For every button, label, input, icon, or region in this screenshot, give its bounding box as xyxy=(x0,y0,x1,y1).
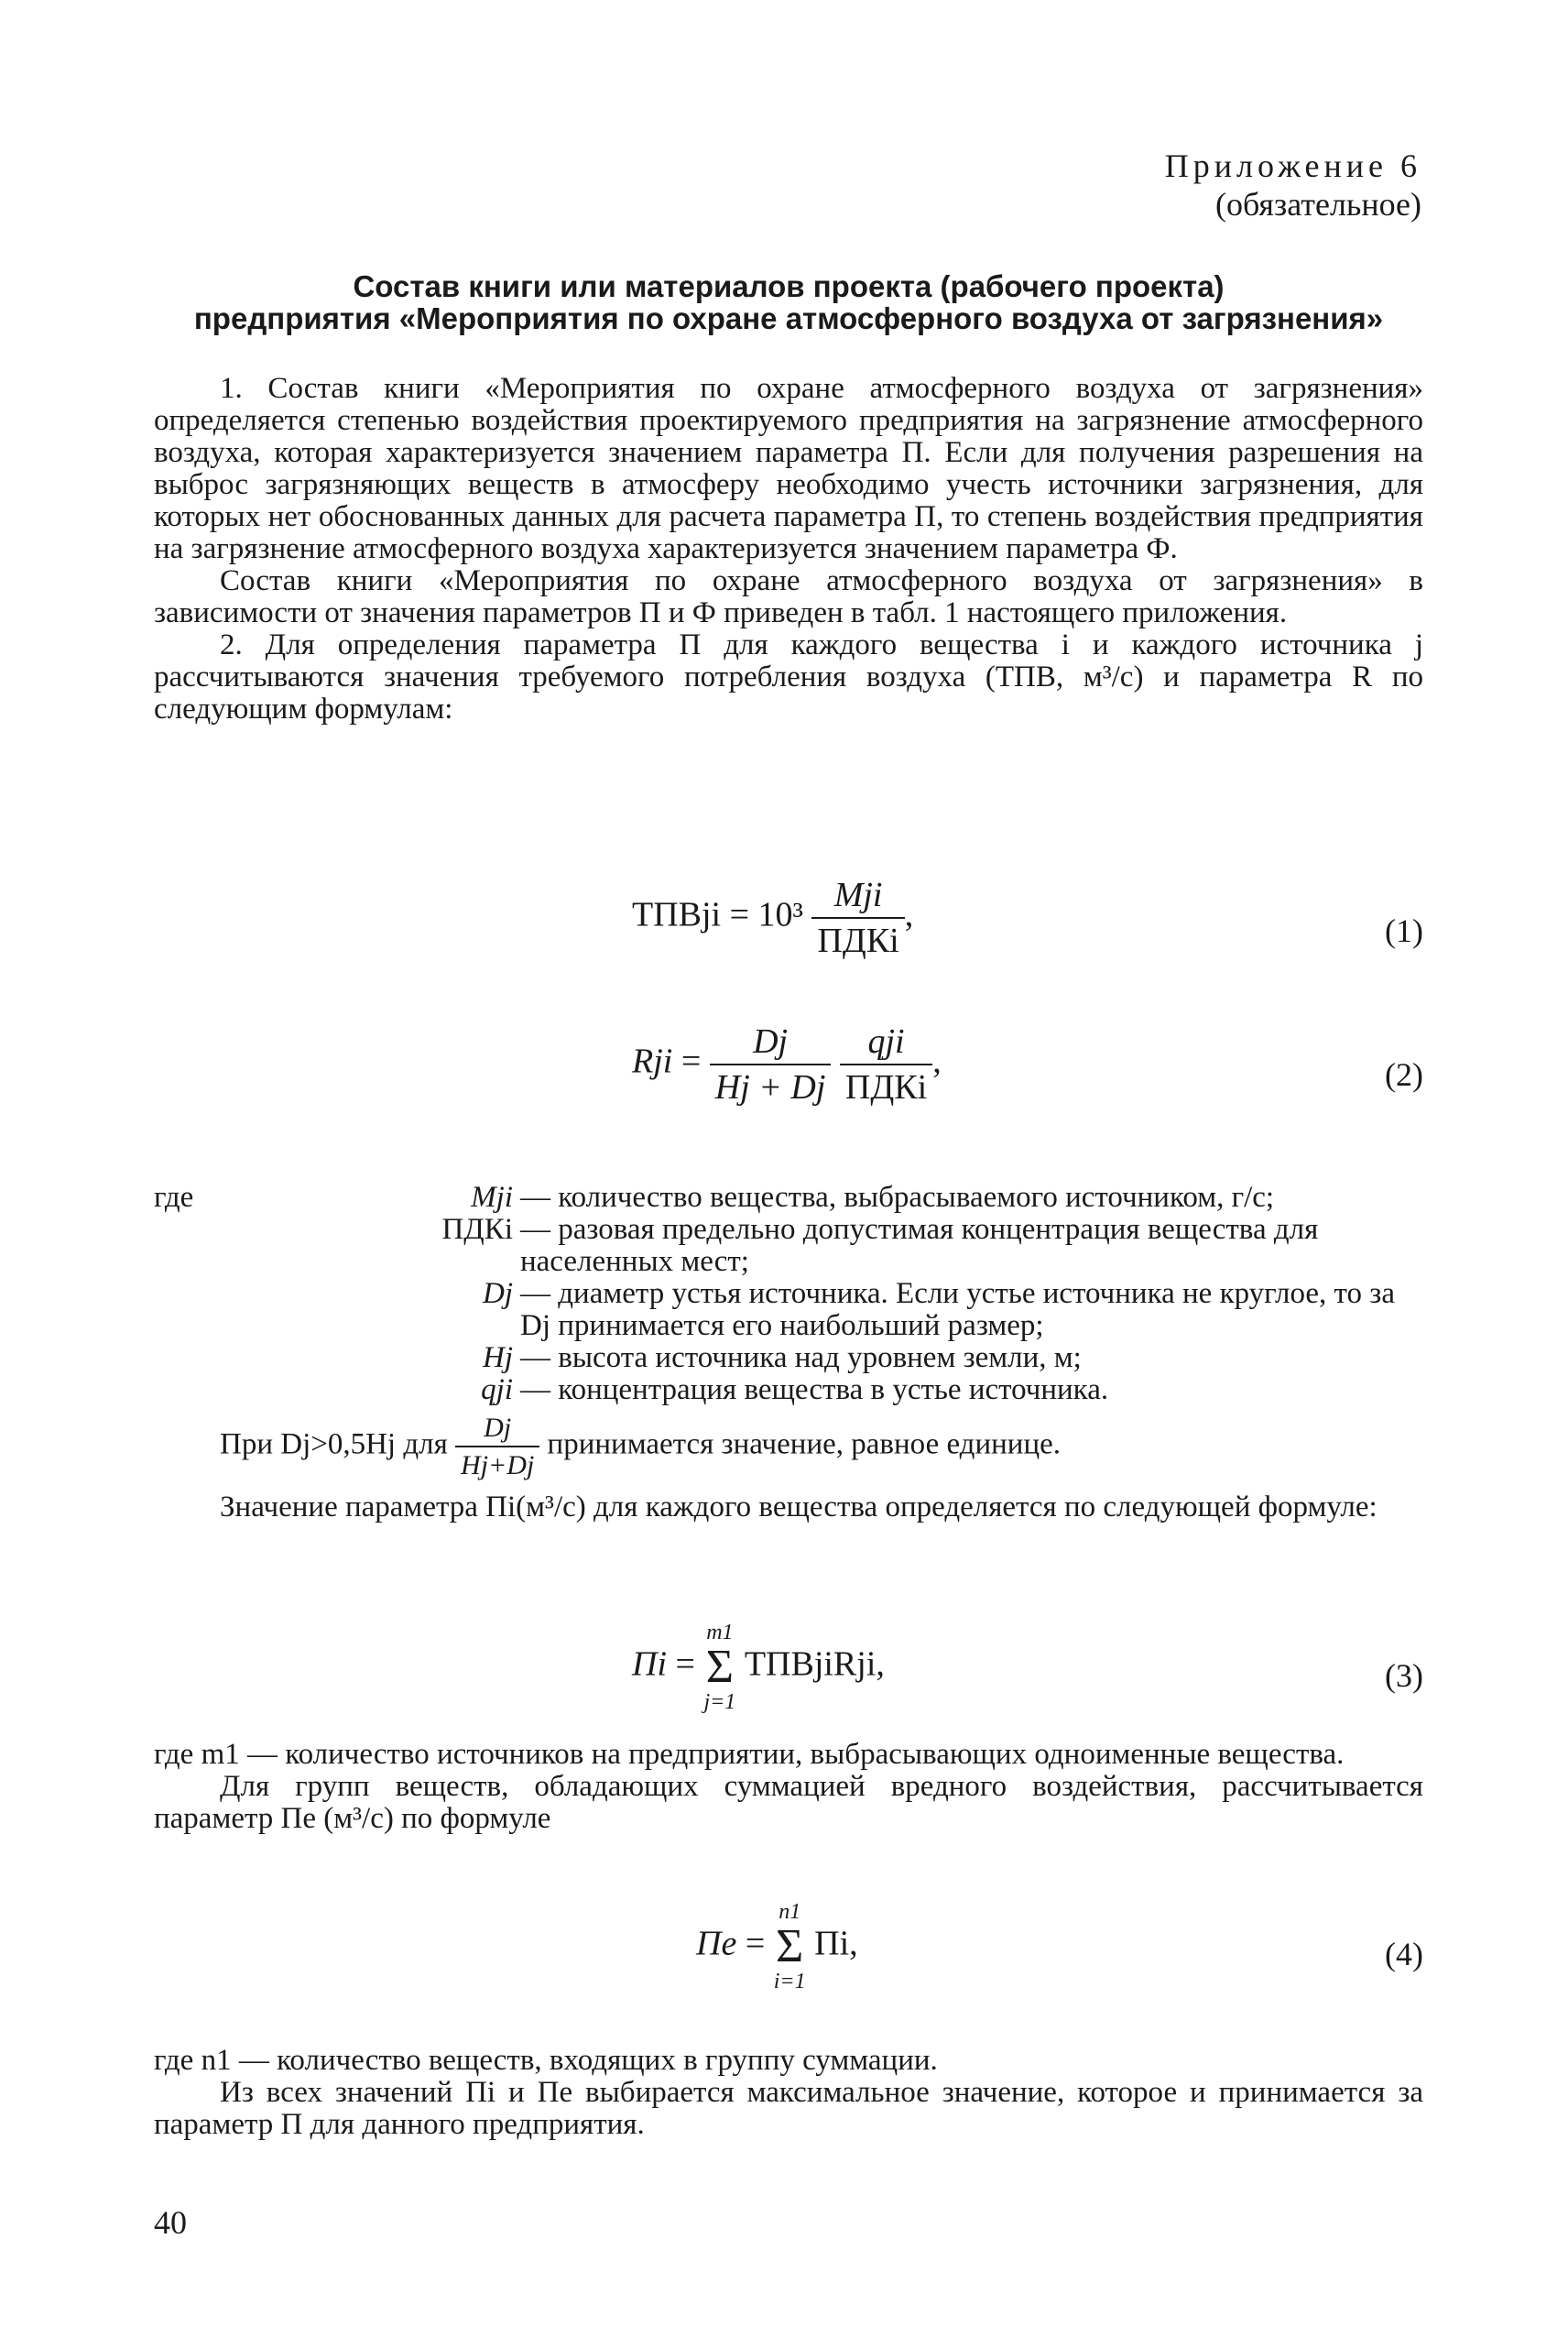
definition-symbol: Mji xyxy=(471,1181,513,1214)
equation-1-number: (1) xyxy=(1385,912,1423,949)
eq2-lhs: Rji xyxy=(632,1042,673,1081)
paragraph-5: где m1 — количество источников на предприятии, выбрасывающих одноименные вещества. xyxy=(154,1738,1345,1771)
definition-text: — диаметр устья источника. Если устье источника не круглое, то за Dj принимается его наибольший размер; xyxy=(520,1277,1395,1342)
body-block-4 xyxy=(154,2045,1423,2141)
paragraph-4: Значение параметра Пi(м³/с) для каждого вещества определяется по следующей формуле: xyxy=(220,1491,1377,1523)
eq1-lhs: ТПВji xyxy=(632,895,722,934)
definitions-list xyxy=(154,1182,1423,1481)
eq2-numerator-2: qji xyxy=(840,1021,932,1065)
equation-4-number: (4) xyxy=(1385,1936,1423,1972)
definition-text: — высота источника над уровнем земли, м; xyxy=(520,1341,1082,1374)
eq4-upper-limit: n1 xyxy=(779,1900,801,1924)
definition-symbol: ПДКi xyxy=(441,1213,513,1246)
definition-row xyxy=(154,1342,1423,1374)
condition-line xyxy=(154,1412,1423,1481)
eq2-fraction-1 xyxy=(710,1021,832,1108)
condition-denominator: Hj+Dj xyxy=(461,1450,535,1480)
eq4-body: Пi, xyxy=(814,1924,858,1963)
definition-row xyxy=(154,1182,1423,1214)
condition-fraction xyxy=(455,1412,539,1481)
eq1-denominator: ПДКi xyxy=(817,922,899,960)
equation-1: ТПВji = 10³ $\frac{\text{Mji}}{\text{ПДКi}}$ , xyxy=(632,876,914,960)
eq1-fraction xyxy=(811,875,904,961)
definitions-where: где xyxy=(154,1181,194,1214)
sigma-icon: Σ xyxy=(705,1641,734,1693)
definition-symbol: Hj xyxy=(483,1341,513,1374)
body-block-1 xyxy=(154,373,1423,726)
condition-numerator: Dj xyxy=(455,1412,539,1447)
heading-line-1: Состав книги или материалов проекта (рабочего проекта) xyxy=(353,269,1225,303)
definition-row xyxy=(154,1214,1423,1278)
eq4-sum xyxy=(774,1901,806,1993)
equation-3: Пi = m1 Σ j=1 ТПВjiRji, xyxy=(632,1621,885,1714)
eq3-upper-limit: m1 xyxy=(706,1621,734,1644)
eq2-denominator-2: ПДКi xyxy=(844,1068,928,1107)
eq3-body: ТПВjiRji, xyxy=(744,1644,885,1684)
appendix-note: (обязательное) xyxy=(1215,186,1421,223)
equation-3-number: (3) xyxy=(1385,1657,1423,1694)
definition-symbol: qji xyxy=(481,1373,513,1406)
eq3-sum xyxy=(703,1622,735,1713)
eq4-lhs: Пe xyxy=(696,1924,737,1963)
appendix-title: Приложение 6 xyxy=(1164,147,1421,184)
paragraph-7: где n1 — количество веществ, входящих в группу суммации. xyxy=(154,2044,938,2077)
eq2-numerator-1: Dj xyxy=(710,1021,832,1065)
definition-text: — концентрация вещества в устье источника. xyxy=(520,1373,1109,1406)
definition-text: — количество вещества, выбрасываемого источником, г/с; xyxy=(520,1181,1275,1214)
page-number: 40 xyxy=(154,2204,187,2241)
eq1-factor: = 10³ xyxy=(729,895,803,934)
definition-row xyxy=(154,1278,1423,1342)
eq3-lower-limit: j=1 xyxy=(703,1690,736,1714)
paragraph-8: Из всех значений Пi и Пe выбирается максимальное значение, которое и принимается за параметр П для данного предприятия. xyxy=(154,2076,1423,2141)
definition-row xyxy=(154,1374,1423,1406)
body-block-3 xyxy=(154,1739,1423,1835)
condition-after: принимается значение, равное единице. xyxy=(547,1427,1061,1461)
equation-4: Пe = n1 Σ i=1 Пi, xyxy=(696,1900,858,1993)
eq2-fraction-2 xyxy=(840,1021,932,1108)
equation-2-number: (2) xyxy=(1385,1056,1423,1093)
paragraph-2: Состав книги «Мероприятия по охране атмосферного воздуха от загрязнения» в зависимости от значения параметров П и Ф приведен в табл. 1 настоящего приложения. xyxy=(154,564,1423,629)
heading-line-2: предприятия «Мероприятия по охране атмосферного воздуха от загрязнения» xyxy=(193,301,1384,335)
paragraph-6: Для групп веществ, обладающих суммацией вредного воздействия, рассчитывается параметр Пe (м³/с) по формуле xyxy=(154,1770,1423,1835)
condition-before: При Dj>0,5Hj для xyxy=(220,1427,448,1461)
eq3-lhs: Пi xyxy=(632,1644,667,1684)
section-heading xyxy=(154,270,1423,334)
eq2-denominator-1: Hj + Dj xyxy=(714,1068,826,1107)
equation-2: Rji = $\frac{Dj}{Hj + Dj}$ $\frac{\text{qji}}{\text{ПДКi}}$ , xyxy=(632,1022,942,1107)
body-block-2 xyxy=(154,1491,1423,1523)
appendix-label xyxy=(1165,147,1421,224)
sigma-icon: Σ xyxy=(776,1920,804,1972)
definition-text: — разовая предельно допустимая концентрация вещества для населенных мест; xyxy=(520,1213,1319,1278)
paragraph-1: 1. Состав книги «Мероприятия по охране атмосферного воздуха от загрязнения» определяется степенью воздействия проектируемого предприятия на загрязнение атмосферного воздуха, которая характеризуется значением параметра П. Если для получения разрешения на выброс загрязняющих веществ в атмосферу необходимо учесть источники загрязнения, для которых нет обоснованных данных для расчета параметра П, то степень воздействия предприятия на загрязнение атмосферного воздуха характеризуется значением параметра Ф. xyxy=(154,372,1423,565)
eq4-lower-limit: i=1 xyxy=(773,1970,806,1993)
paragraph-3: 2. Для определения параметра П для каждого вещества i и каждого источника j рассчитываются значения требуемого потребления воздуха (ТПВ, м³/с) и параметра R по следующим формулам: xyxy=(154,628,1423,726)
eq1-numerator: Mji xyxy=(811,875,904,919)
definition-symbol: Dj xyxy=(483,1277,513,1310)
